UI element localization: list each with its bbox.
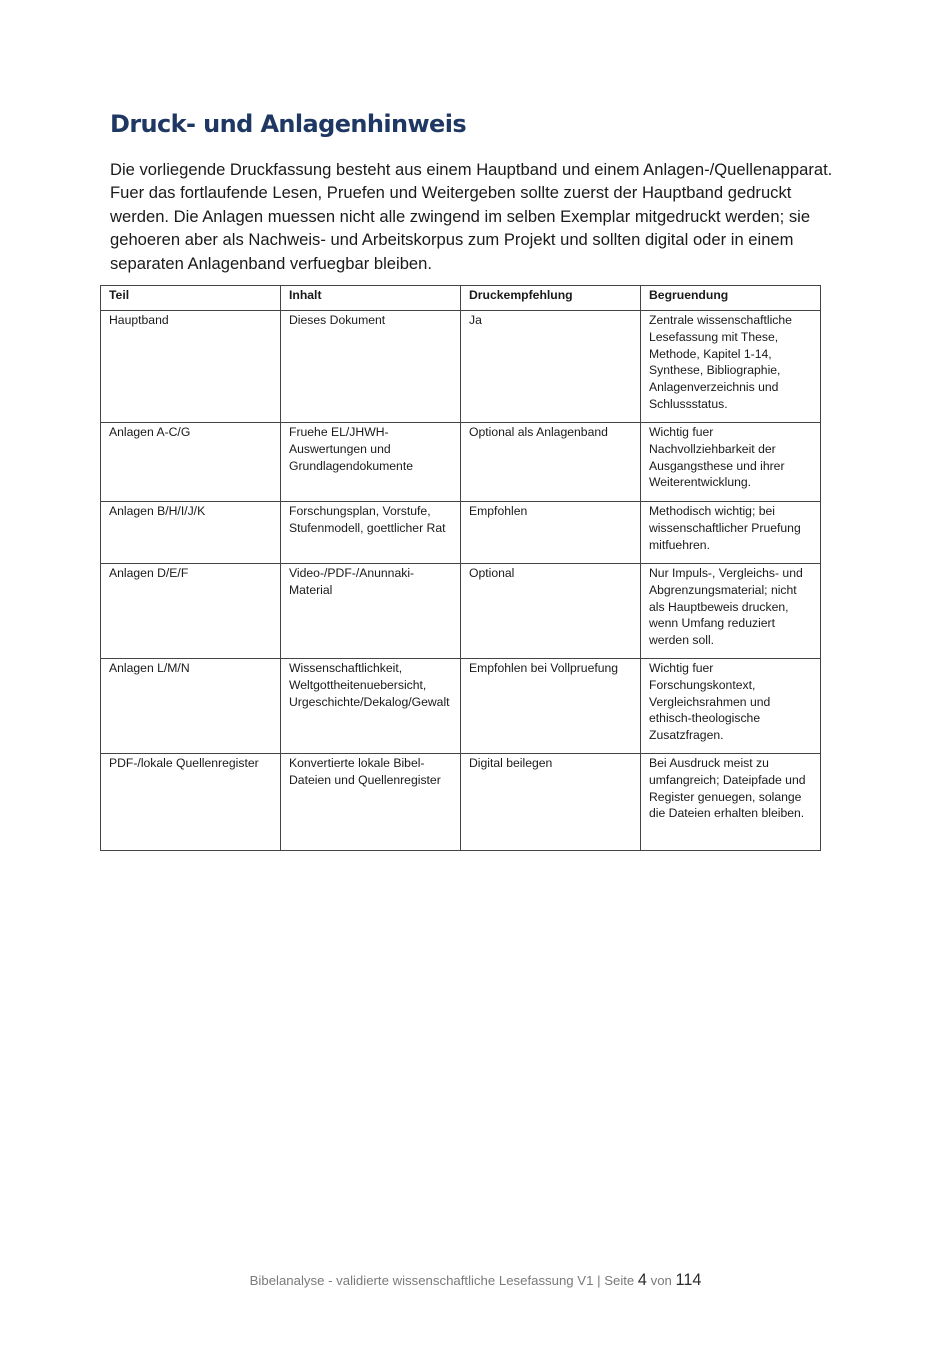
cell-teil: PDF-/lokale Quellenregister — [101, 754, 281, 851]
footer-text: Bibelanalyse - validierte wissenschaftliche Lesefassung V1 | Seite — [249, 1273, 635, 1288]
cell-druckempfehlung: Optional — [461, 564, 641, 659]
table-row — [101, 502, 821, 564]
cell-begruendung: Methodisch wichtig; bei wissenschaftlicher Pruefung mitfuehren. — [641, 502, 821, 564]
cell-begruendung: Nur Impuls-, Vergleichs- und Abgrenzungsmaterial; nicht als Hauptbeweis drucken, wenn Umfang reduziert werden soll. — [641, 564, 821, 659]
table-row — [101, 659, 821, 754]
cell-druckempfehlung: Empfohlen — [461, 502, 641, 564]
cell-druckempfehlung: Ja — [461, 311, 641, 423]
footer-page-number: 4 — [637, 1271, 647, 1289]
cell-inhalt: Wissenschaftlichkeit, Weltgottheitenuebersicht, Urgeschichte/Dekalog/Gewalt — [281, 659, 461, 754]
table-row — [101, 423, 821, 502]
table-row — [101, 311, 821, 423]
cell-druckempfehlung: Digital beilegen — [461, 754, 641, 851]
cell-teil: Anlagen L/M/N — [101, 659, 281, 754]
intro-paragraph: Die vorliegende Druckfassung besteht aus einem Hauptband und einem Anlagen-/Quellenapparat. Fuer das fortlaufende Lesen, Pruefen und Weitergeben sollte zuerst der Hauptband gedruckt werden. Die Anlagen muessen nicht alle zwingend im selben Exemplar mitgedruckt werden; sie gehoeren aber als Nachweis- und Arbeitskorpus zum Projekt und sollten digital oder in einem separaten Anlagenband verfuegbar bleiben. — [110, 160, 833, 273]
cell-druckempfehlung: Optional als Anlagenband — [461, 423, 641, 502]
cell-begruendung: Wichtig fuer Nachvollziehbarkeit der Ausgangsthese und ihrer Weiterentwicklung. — [641, 423, 821, 502]
cell-teil: Hauptband — [101, 311, 281, 423]
cell-inhalt: Konvertierte lokale Bibel-Dateien und Quellenregister — [281, 754, 461, 851]
cell-begruendung: Wichtig fuer Forschungskontext, Vergleichsrahmen und ethisch-theologische Zusatzfragen. — [641, 659, 821, 754]
cell-druckempfehlung: Empfohlen bei Vollpruefung — [461, 659, 641, 754]
header-druckempfehlung: Druckempfehlung — [461, 286, 641, 311]
cell-begruendung: Bei Ausdruck meist zu umfangreich; Dateipfade und Register genuegen, solange die Dateien erhalten bleiben. — [641, 754, 821, 851]
header-teil: Teil — [101, 286, 281, 311]
header-begruendung: Begruendung — [641, 286, 821, 311]
table-header-row — [101, 286, 821, 311]
cell-begruendung: Zentrale wissenschaftliche Lesefassung mit These, Methode, Kapitel 1-14, Synthese, Bibliographie, Anlagenverzeichnis und Schlussstatus. — [641, 311, 821, 423]
cell-teil: Anlagen A-C/G — [101, 423, 281, 502]
footer-of: von — [650, 1273, 672, 1288]
cell-inhalt: Fruehe EL/JHWH-Auswertungen und Grundlagendokumente — [281, 423, 461, 502]
page-title: Druck- und Anlagenhinweis — [110, 110, 467, 138]
cell-teil: Anlagen D/E/F — [101, 564, 281, 659]
page-footer — [0, 1271, 951, 1290]
cell-inhalt: Video-/PDF-/Anunnaki-Material — [281, 564, 461, 659]
table-row — [101, 754, 821, 851]
cell-teil: Anlagen B/H/I/J/K — [101, 502, 281, 564]
header-inhalt: Inhalt — [281, 286, 461, 311]
cell-inhalt: Forschungsplan, Vorstufe, Stufenmodell, goettlicher Rat — [281, 502, 461, 564]
cell-inhalt: Dieses Dokument — [281, 311, 461, 423]
print-recommendation-table — [100, 285, 821, 851]
footer-page-total: 114 — [675, 1271, 702, 1289]
table-row — [101, 564, 821, 659]
